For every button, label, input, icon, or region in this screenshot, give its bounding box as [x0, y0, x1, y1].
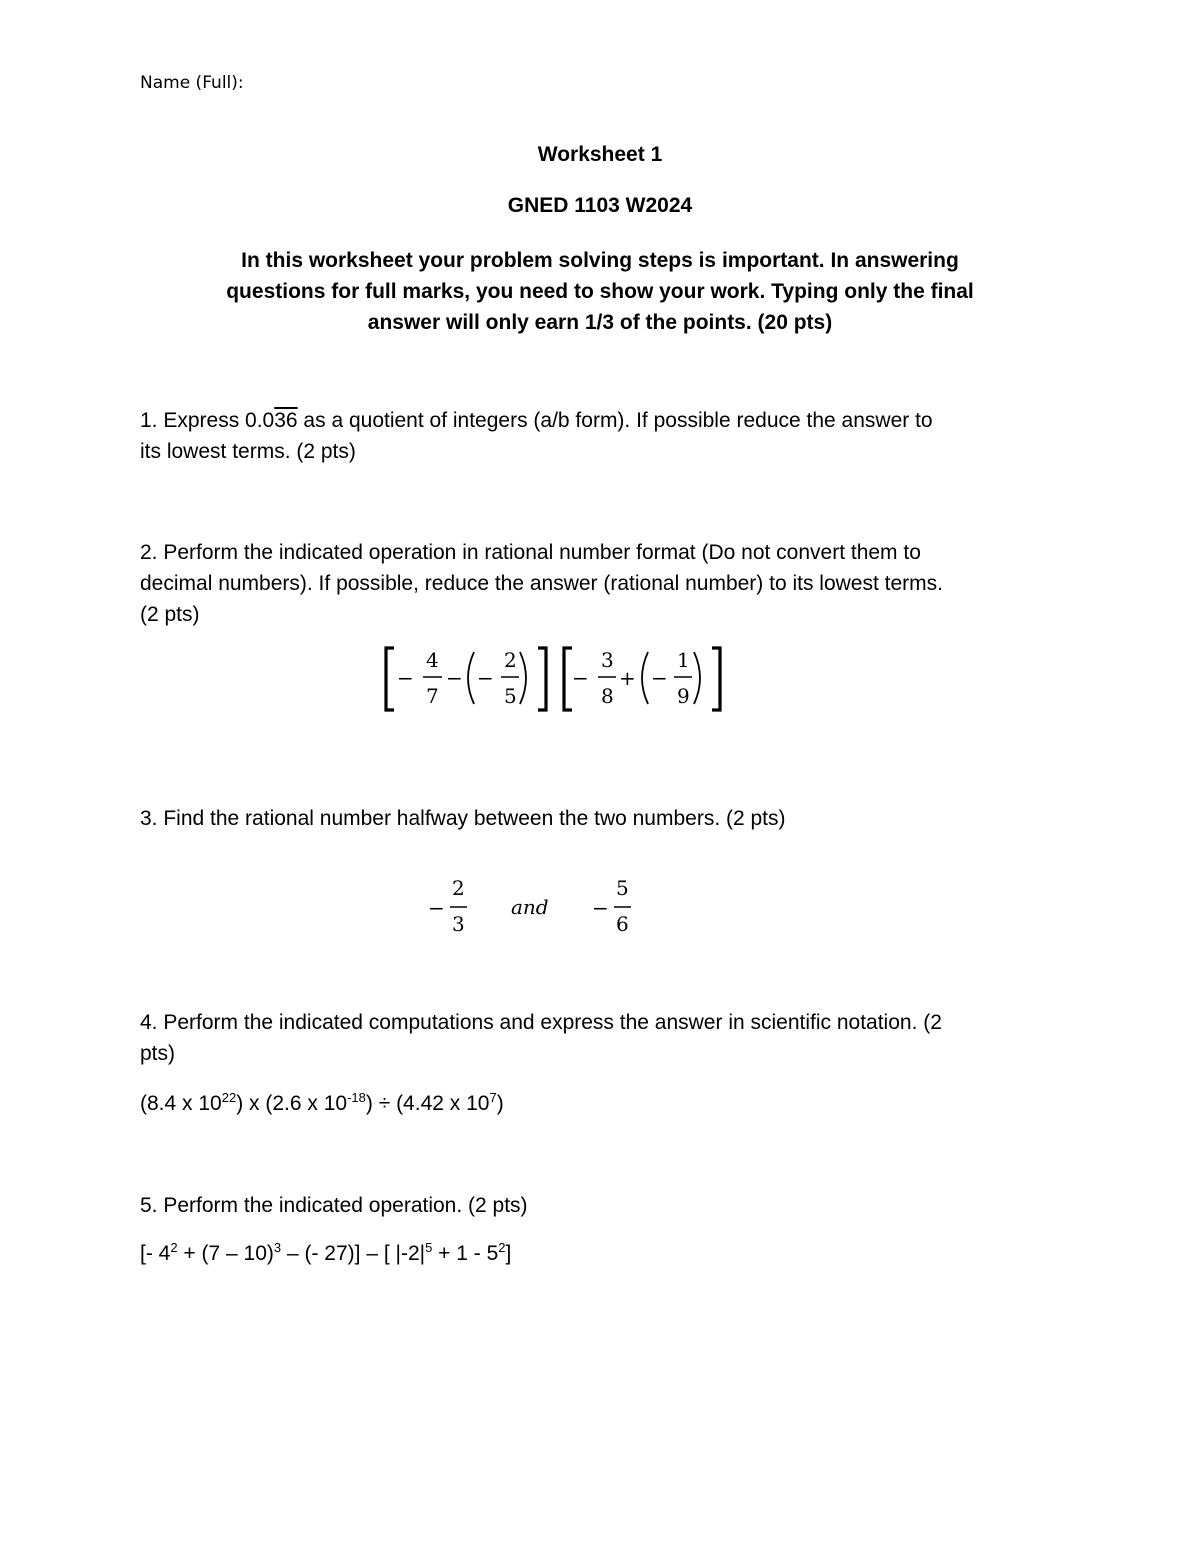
fraction-numerator: 5: [616, 876, 629, 900]
question-2-line: (2 pts): [140, 603, 200, 626]
question-4-line: pts): [140, 1042, 176, 1065]
fraction-denominator: 9: [677, 684, 690, 708]
instructions-line: questions for full marks, you need to show your work. Typing only the final: [226, 280, 974, 303]
fraction-denominator: 7: [426, 684, 439, 708]
repeating-digits: 36: [274, 409, 298, 432]
exponent: 7: [489, 1090, 497, 1105]
question-4: [140, 1007, 1060, 1069]
question-1-line: [140, 405, 1060, 436]
minus-sign: −: [477, 666, 494, 690]
question-2-line: 2. Perform the indicated operation in rational number format (Do not convert them to: [140, 541, 921, 564]
left-bracket: [564, 648, 572, 710]
exponent: -18: [347, 1090, 366, 1105]
exponent: 2: [498, 1240, 506, 1255]
fraction-denominator: 6: [616, 912, 629, 936]
minus-sign: −: [428, 896, 445, 920]
fraction-numerator: 4: [426, 648, 439, 672]
fraction-denominator: 5: [504, 684, 517, 708]
exponent: 2: [170, 1240, 178, 1255]
question-4-expression: [140, 1088, 1060, 1119]
question-5-line: 5. Perform the indicated operation. (2 pts): [140, 1194, 528, 1217]
question-3: [140, 803, 1060, 834]
minus-sign: −: [397, 666, 414, 690]
exponent: 22: [221, 1090, 237, 1105]
expr-part: ) ÷ (4.42 x 10: [365, 1092, 490, 1115]
instructions-line: answer will only earn 1/3 of the points. (20 pts): [367, 311, 833, 334]
question-2-expression: [0, 640, 1200, 720]
q1-text-post: as a quotient of integers (a/b form). If possible reduce the answer to: [297, 409, 933, 432]
worksheet-title: Worksheet 1: [537, 143, 663, 166]
instructions: [0, 245, 1200, 338]
minus-sign: −: [651, 666, 668, 690]
right-paren: [694, 652, 700, 704]
minus-sign: −: [446, 666, 463, 690]
expr-part: – (- 27)] – [ |-2|: [281, 1242, 426, 1265]
expr-part: ): [496, 1092, 504, 1115]
and-word: and: [511, 895, 549, 919]
fraction-numerator: 3: [601, 648, 614, 672]
question-1-line: its lowest terms. (2 pts): [140, 440, 356, 463]
course-code: GNED 1103 W2024: [507, 194, 693, 217]
minus-sign: −: [572, 666, 589, 690]
fraction-denominator: 3: [452, 912, 465, 936]
question-2-line: decimal numbers). If possible, reduce the answer (rational number) to its lowest terms.: [140, 572, 943, 595]
plus-sign: +: [619, 666, 636, 690]
fraction-numerator: 1: [677, 648, 690, 672]
question-5: [140, 1190, 1060, 1221]
right-paren: [520, 652, 526, 704]
question-3-line: 3. Find the rational number halfway between the two numbers. (2 pts): [140, 807, 786, 830]
expr-part: (8.4 x 10: [140, 1092, 222, 1115]
fraction-denominator: 8: [601, 684, 614, 708]
left-paren: [642, 652, 648, 704]
question-1: [140, 405, 1060, 467]
instructions-line: In this worksheet your problem solving steps is important. In answering: [241, 249, 959, 272]
right-bracket: [538, 648, 546, 710]
right-bracket: [712, 648, 720, 710]
expr-part: [- 4: [140, 1242, 171, 1265]
expr-part: + (7 – 10): [177, 1242, 274, 1265]
left-paren: [468, 652, 474, 704]
question-5-expression: [140, 1238, 1060, 1269]
expr-part: ) x (2.6 x 10: [236, 1092, 348, 1115]
left-bracket: [386, 648, 394, 710]
expr-part: + 1 - 5: [432, 1242, 499, 1265]
exponent: 5: [425, 1240, 433, 1255]
question-3-expression: [0, 870, 1200, 940]
fraction-numerator: 2: [452, 876, 465, 900]
question-4-line: 4. Perform the indicated computations and express the answer in scientific notation. (2: [140, 1011, 942, 1034]
name-label: Name (Full):: [140, 73, 244, 93]
q1-text-pre: 1. Express 0.0: [140, 409, 275, 432]
expr-part: ]: [505, 1242, 512, 1265]
fraction-numerator: 2: [504, 648, 517, 672]
exponent: 3: [273, 1240, 282, 1255]
question-2: [140, 537, 1060, 630]
minus-sign: −: [592, 896, 609, 920]
